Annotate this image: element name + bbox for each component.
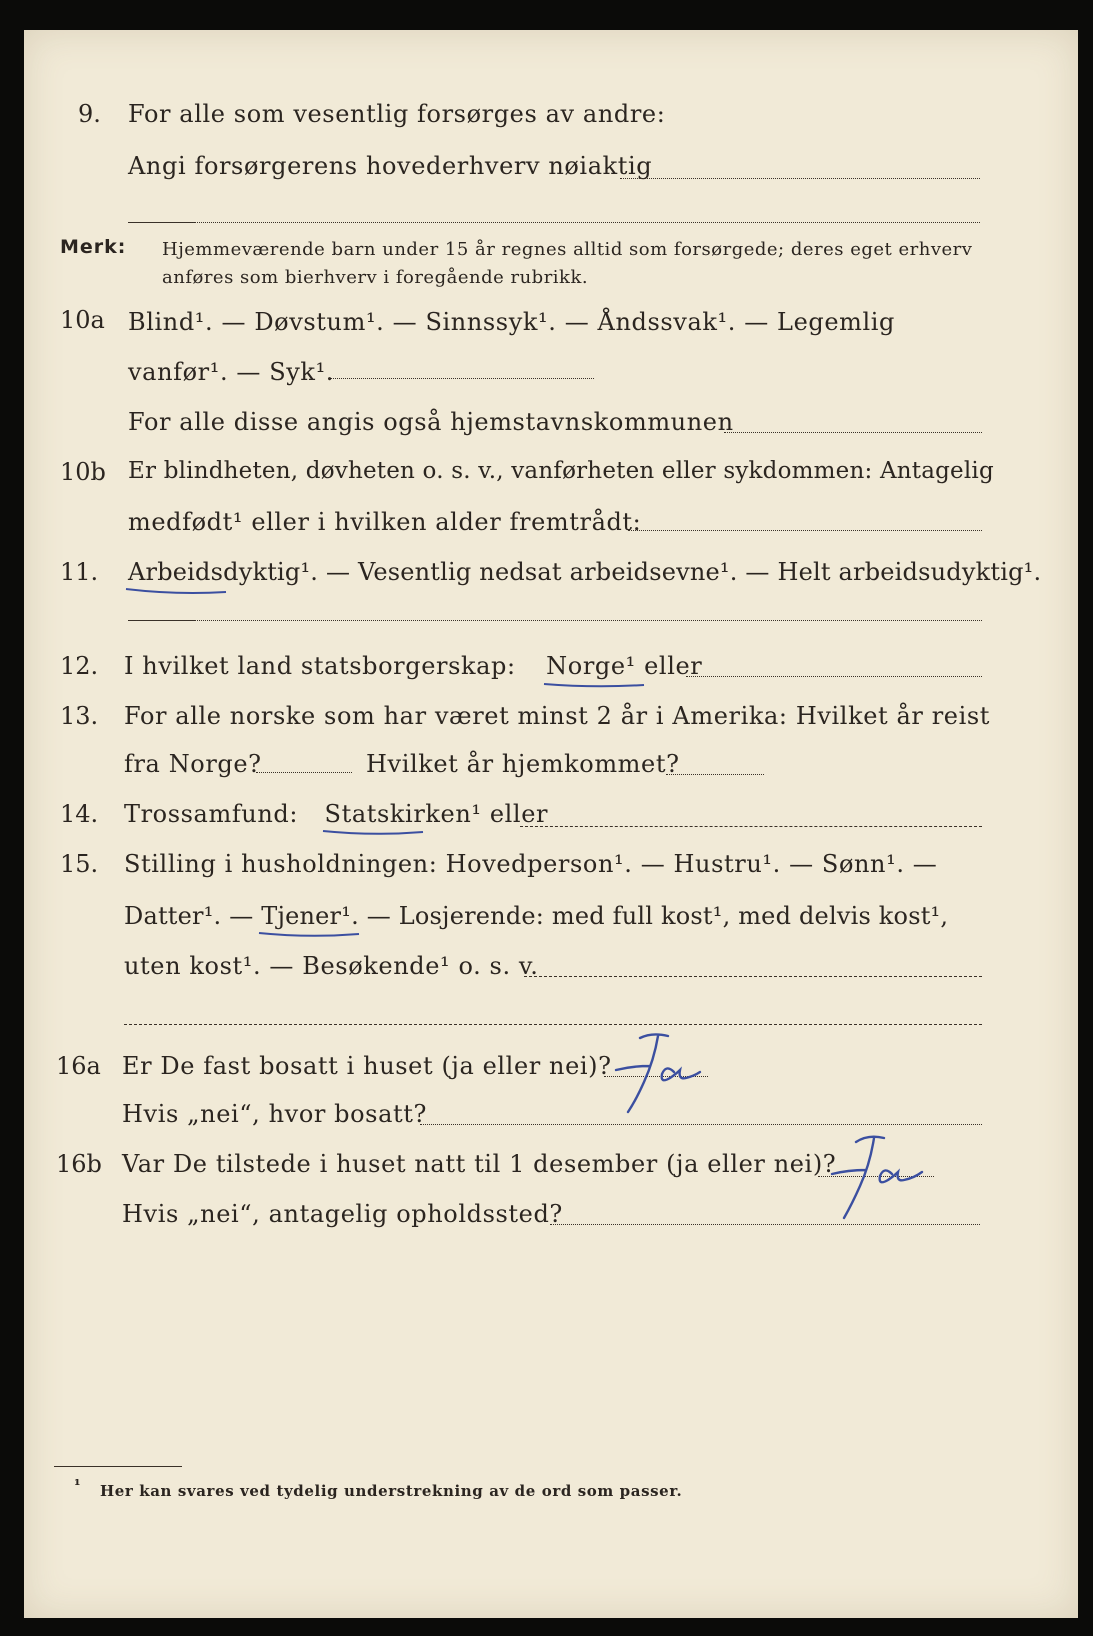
q9-answer-field[interactable]	[620, 178, 980, 179]
q14-option-statskirken[interactable]: Statskirken	[325, 800, 472, 828]
q13-hjemkommet-field[interactable]	[666, 774, 764, 775]
q10a-line3: For alle disse angis også hjemstavnskommunen	[128, 408, 734, 436]
q16b-opholdssted-field[interactable]	[550, 1224, 980, 1225]
q12-other-field[interactable]	[686, 676, 982, 677]
q13-number: 13.	[60, 702, 99, 730]
q10a-line1: Blind¹. — Døvstum¹. — Sinnssyk¹. — Åndssvak¹. — Legemlig	[128, 308, 896, 336]
q14-pre: Trossamfund:	[124, 800, 299, 828]
q10a-number: 10a	[60, 306, 105, 334]
q15-answer-field[interactable]	[124, 1024, 982, 1025]
q15-pen-underline	[259, 930, 359, 940]
q12-post: ¹ eller	[625, 652, 703, 680]
q9-line2: Angi forsørgerens hovederhverv nøiaktig	[128, 152, 653, 180]
q15-besokende-field[interactable]	[524, 976, 982, 977]
q10b-line1: Er blindheten, døvheten o. s. v., vanførheten eller sykdommen: Antagelig	[128, 458, 994, 484]
q14-pen-underline	[323, 828, 423, 838]
q15-line2-pre: Datter¹. —	[124, 902, 254, 930]
q11-rest: ¹. — Vesentlig nedsat arbeidsevne¹. — Helt arbeidsudyktig¹.	[300, 558, 1042, 586]
q16b-line1: Var De tilstede i huset natt til 1 desember (ja eller nei)?	[122, 1150, 837, 1178]
q15-line3: uten kost¹. — Besøkende¹ o. s. v.	[124, 952, 539, 980]
q14-post: ¹ eller	[471, 800, 549, 828]
q15-line2	[124, 902, 948, 930]
q9-number: 9.	[78, 100, 101, 128]
q15-line2-post: ¹. — Losjerende: med full kost¹, med delvis kost¹,	[341, 902, 949, 930]
q12-line	[124, 652, 702, 680]
q16a-bosatt-field[interactable]	[420, 1124, 982, 1125]
q12-option-norge[interactable]: Norge	[546, 652, 626, 680]
q16a-number: 16a	[56, 1052, 101, 1080]
q14-line	[124, 800, 548, 828]
q16a-line2: Hvis „nei“, hvor bosatt?	[122, 1100, 427, 1128]
q10b-alder-field[interactable]	[628, 530, 982, 531]
q15-option-tjener[interactable]: Tjener	[261, 902, 341, 930]
q16a-handwritten-answer	[596, 1030, 712, 1124]
merk-label: Merk:	[60, 236, 127, 258]
q14-number: 14.	[60, 800, 99, 828]
q9-rule-solid	[128, 222, 194, 223]
q13-line2a: fra Norge?	[124, 750, 262, 778]
q11-number: 11.	[60, 558, 99, 586]
census-form-page	[24, 30, 1078, 1618]
q15-line1: Stilling i husholdningen: Hovedperson¹. — Hustru¹. — Sønn¹. —	[124, 850, 938, 878]
q10a-syk-field[interactable]	[328, 378, 594, 379]
q15-number: 15.	[60, 850, 99, 878]
q16b-handwritten-answer	[810, 1130, 934, 1224]
q12-pen-underline	[544, 680, 644, 690]
q10b-number: 10b	[60, 458, 106, 486]
q12-pre: I hvilket land statsborgerskap:	[124, 652, 516, 680]
footnote-divider	[54, 1466, 182, 1467]
q11-answer-field[interactable]	[194, 620, 982, 621]
q12-number: 12.	[60, 652, 99, 680]
merk-line1: Hjemmeværende barn under 15 år regnes alltid som forsørgede; deres eget erhverv	[162, 239, 973, 260]
q13-line1: For alle norske som har været minst 2 år i Amerika: Hvilket år reist	[124, 702, 991, 730]
q11-pen-underline	[126, 586, 226, 596]
q13-reist-field[interactable]	[256, 772, 352, 773]
q10a-hjemstavn-field[interactable]	[724, 432, 982, 433]
q10a-line2: vanfør¹. — Syk¹.	[128, 358, 335, 386]
q10b-line2: medfødt¹ eller i hvilken alder fremtrådt:	[128, 508, 642, 536]
q11-rule-solid	[128, 620, 194, 621]
q16b-number: 16b	[56, 1150, 102, 1178]
q9-line1: For alle som vesentlig forsørges av andre:	[128, 100, 666, 128]
q11-line	[128, 558, 1041, 586]
merk-line2: anføres som bierhverv i foregående rubrikk.	[162, 267, 589, 288]
q11-option-arbeidsdyktig[interactable]: Arbeidsdyktig	[128, 558, 300, 586]
q14-other-field[interactable]	[520, 826, 982, 827]
q13-line2b: Hvilket år hjemkommet?	[366, 750, 680, 778]
footnote-mark: ¹	[74, 1476, 82, 1494]
q9-answer-field-2[interactable]	[194, 222, 980, 223]
q16a-line1: Er De fast bosatt i huset (ja eller nei)?	[122, 1052, 612, 1080]
q16b-line2: Hvis „nei“, antagelig opholdssted?	[122, 1200, 563, 1228]
footnote-text: Her kan svares ved tydelig understrekning av de ord som passer.	[100, 1482, 683, 1500]
